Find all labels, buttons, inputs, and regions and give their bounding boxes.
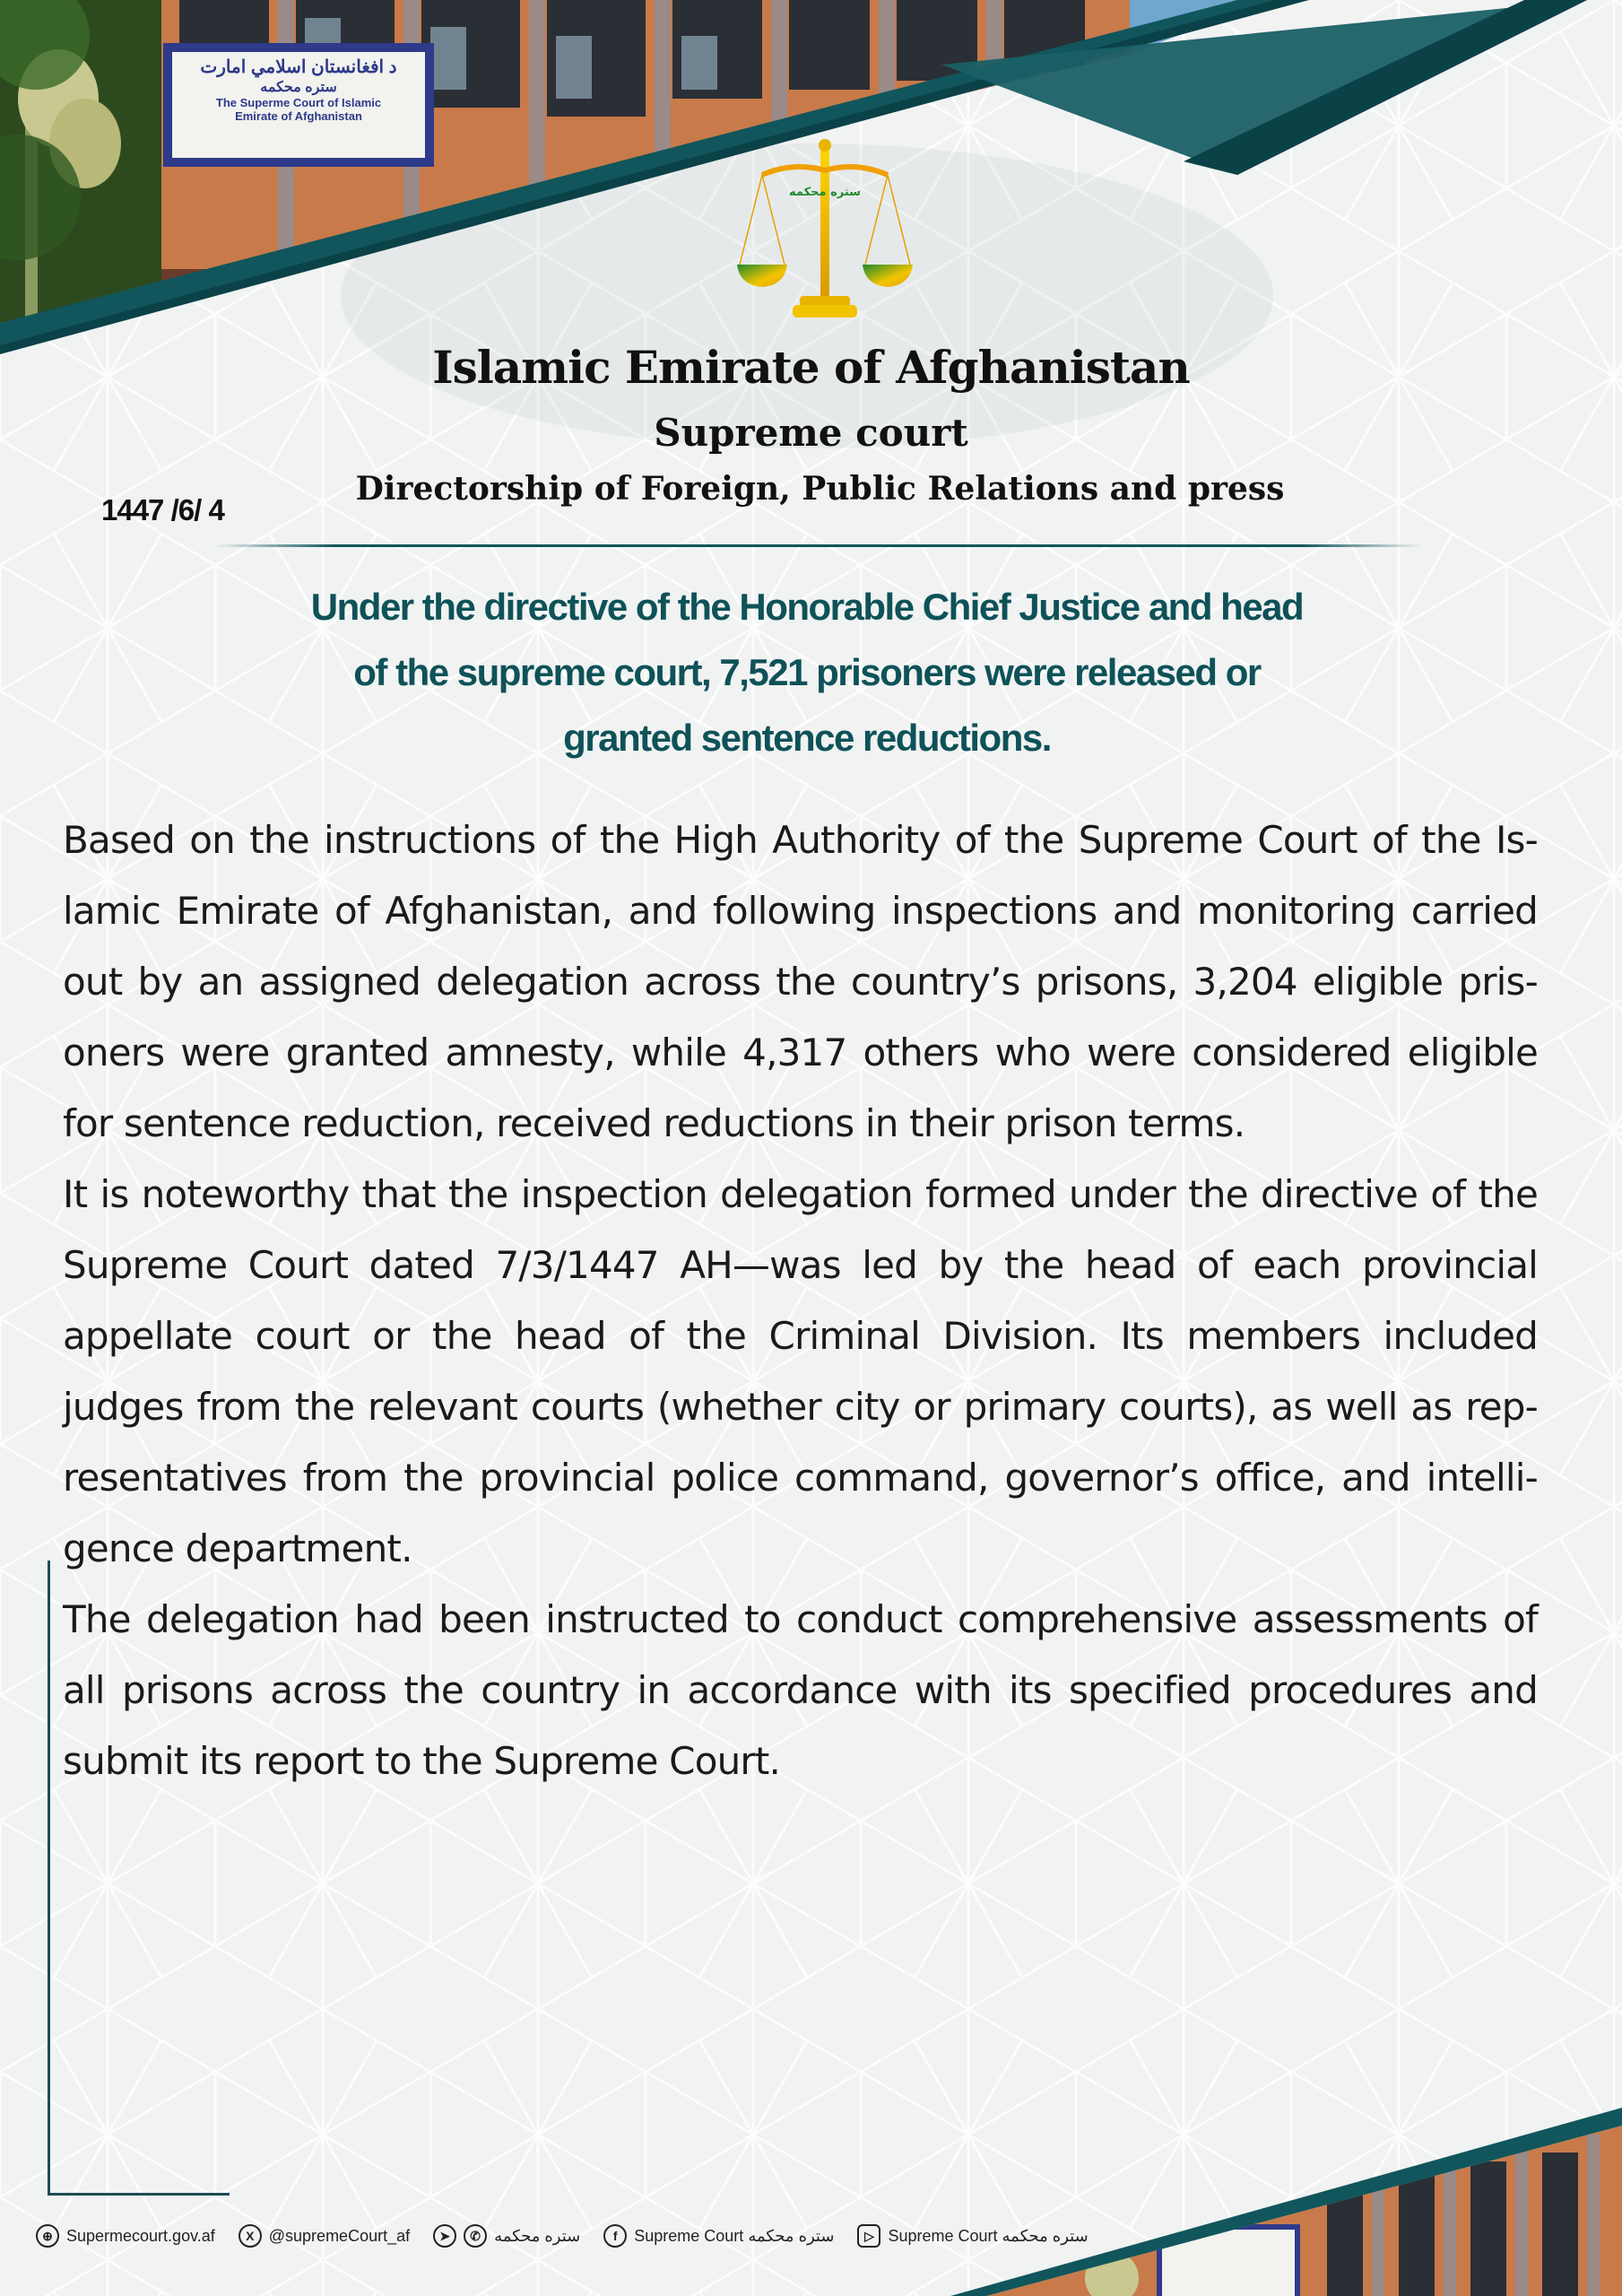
org-title: Islamic Emirate of Afghanistan bbox=[432, 341, 1190, 394]
x-link[interactable]: X @supremeCourt_af bbox=[239, 2224, 415, 2248]
sign-pashto: د افغانستان اسلامي امارت bbox=[200, 57, 397, 77]
sign-board bbox=[172, 52, 425, 158]
org-subtitle: Supreme court bbox=[654, 411, 968, 455]
body-line: for sentence reduction, received reductions in their prison terms. bbox=[63, 1101, 1245, 1145]
sign-english-1: The Superme Court of Islamic bbox=[215, 96, 382, 109]
telegram-whatsapp-link[interactable]: ➤ ✆ ستره محکمه bbox=[433, 2224, 585, 2248]
facebook-icon: f bbox=[603, 2224, 627, 2248]
footer-contacts bbox=[36, 2222, 1112, 2249]
facebook-link[interactable]: f Supreme Court ستره محکمه bbox=[603, 2224, 839, 2248]
headline-line: granted sentence reductions. bbox=[563, 717, 1051, 759]
youtube-icon: ▷ bbox=[857, 2224, 880, 2248]
globe-icon: ⊕ bbox=[36, 2224, 59, 2248]
headline-line: Under the directive of the Honorable Chief Justice and head bbox=[310, 586, 1304, 628]
article-body bbox=[63, 804, 1538, 1796]
body-line: Based on the instructions of the High Authority of the Supreme Court of the Is- bbox=[63, 818, 1538, 862]
sign-dari: ستره محکمه bbox=[260, 80, 337, 95]
directorship-title: Directorship of Foreign, Public Relations and press bbox=[355, 470, 1285, 508]
document-date: 1447 /6/ 4 bbox=[101, 493, 224, 526]
body-line: lamic Emirate of Afghanistan, and following inspections and monitoring carried bbox=[63, 889, 1538, 933]
body-line: gence department. bbox=[63, 1526, 412, 1570]
body-line: submit its report to the Supreme Court. bbox=[63, 1739, 781, 1783]
body-line: The delegation had been instructed to conduct comprehensive assessments of bbox=[63, 1597, 1538, 1641]
svg-text:ستره محکمه: ستره محکمه bbox=[789, 186, 861, 199]
x-icon: X bbox=[239, 2224, 262, 2248]
whatsapp-icon: ✆ bbox=[464, 2224, 487, 2248]
header-divider bbox=[215, 544, 1421, 547]
body-line: judges from the relevant courts (whether city or primary courts), as well as rep- bbox=[63, 1385, 1538, 1429]
sign-english-2: Emirate of Afghanistan bbox=[235, 109, 362, 123]
body-line: oners were granted amnesty, while 4,317 others who were considered eligible bbox=[63, 1031, 1538, 1074]
body-line: all prisons across the country in accordance with its specified procedures and bbox=[63, 1668, 1538, 1712]
body-line: It is noteworthy that the inspection delegation formed under the directive of the bbox=[63, 1172, 1538, 1216]
website-link[interactable]: ⊕ Supermecourt.gov.af bbox=[36, 2224, 221, 2248]
footer-photo bbox=[0, 2099, 1622, 2296]
body-line: out by an assigned delegation across the country’s prisons, 3,204 eligible pris- bbox=[63, 960, 1538, 1004]
scales-of-justice-logo bbox=[735, 135, 915, 323]
telegram-icon: ➤ bbox=[433, 2224, 456, 2248]
body-line: resentatives from the provincial police command, governor’s office, and intelli- bbox=[63, 1456, 1538, 1500]
body-line: appellate court or the head of the Criminal Division. Its members included bbox=[63, 1314, 1538, 1358]
youtube-link[interactable]: ▷ Supreme Court ستره محکمه bbox=[857, 2224, 1093, 2248]
headline-line: of the supreme court, 7,521 prisoners were released or bbox=[353, 651, 1261, 693]
headline bbox=[179, 574, 1435, 770]
body-line: Supreme Court dated 7/3/1447 AH—was led by the head of each provincial bbox=[63, 1243, 1538, 1287]
